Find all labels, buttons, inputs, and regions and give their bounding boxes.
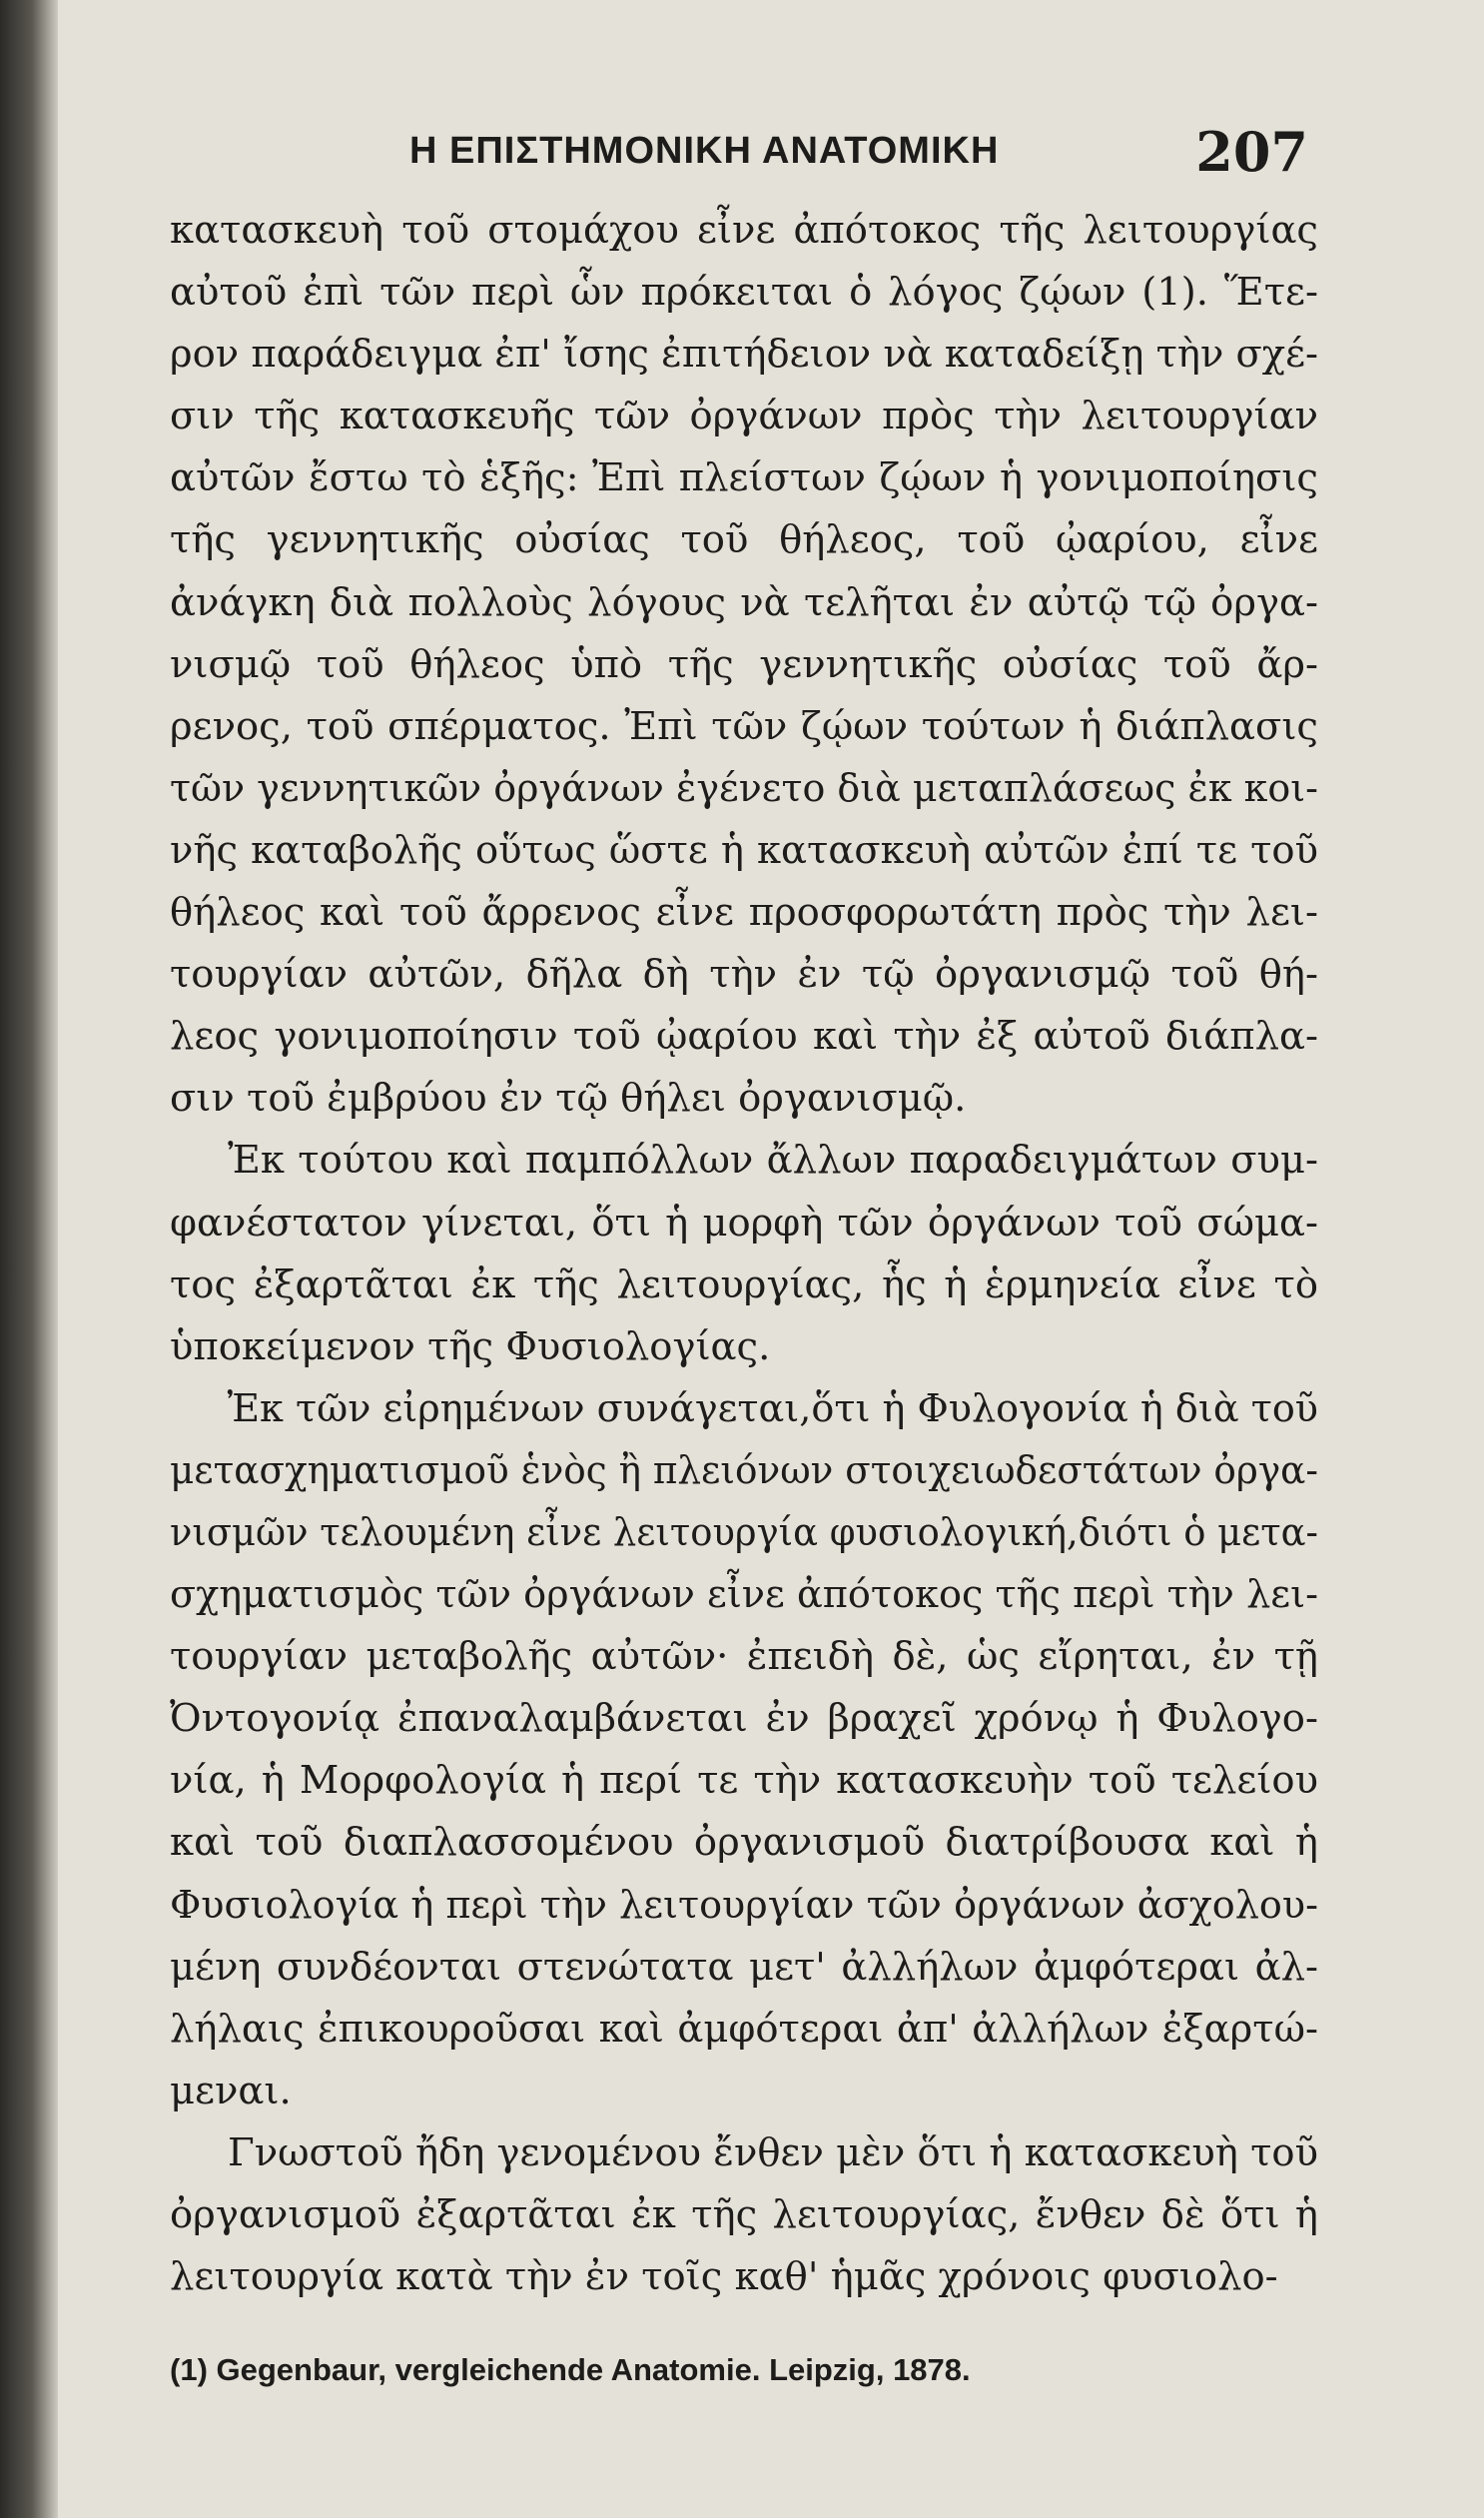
text-line: μένη συνδέονται στενώτατα μετ' ἀλλήλων ἀμφότεραι ἀλ- [170,1944,1318,1990]
text-line: ὀργανισμοῦ ἐξαρτᾶται ἐκ τῆς λειτουργίας, ἔνθεν δὲ ὅτι ἡ [170,2192,1318,2237]
text-line: ρενος, τοῦ σπέρματος. Ἐπὶ τῶν ζῴων τούτων ἡ διάπλασις [170,703,1318,749]
text-line: ἀνάγκη διὰ πολλοὺς λόγους νὰ τελῆται ἐν αὐτῷ τῷ ὀργα- [170,579,1318,625]
text-line: τουργίαν μεταβολῆς αὐτῶν· ἐπειδὴ δὲ, ὡς εἴρηται, ἐν τῇ [170,1634,1318,1680]
text-line: μεναι. [170,2068,292,2113]
binding-shadow [0,0,58,2518]
running-head [170,118,1308,188]
paragraph [170,1130,1318,1377]
text-line: κατασκευὴ τοῦ στομάχου εἶνε ἀπότοκος τῆς λειτουργίας [170,208,1318,253]
footnote: (1) Gegenbaur, vergleichende Anatomie. Leipzig, 1878. [170,2352,971,2387]
text-line: ρον παράδειγμα ἐπ' ἴσης ἐπιτήδειον νὰ καταδείξῃ τὴν σχέ- [170,332,1318,378]
paragraph [170,1378,1318,2122]
paragraph [170,200,1318,1130]
text-line: Ἐκ τῶν εἰρημένων συνάγεται,ὅτι ἡ Φυλογονία ἡ διὰ τοῦ [227,1385,1318,1431]
text-line: Γνωστοῦ ἤδη γενομένου ἔνθεν μὲν ὅτι ἡ κατασκευὴ τοῦ [228,2129,1318,2175]
text-line: ὑποκείμενον τῆς Φυσιολογίας. [170,1323,771,1369]
text-line: λειτουργία κατὰ τὴν ἐν τοῖς καθ' ἡμᾶς χρόνοις φυσιολο- [170,2254,1278,2300]
text-line: νῆς καταβολῆς οὕτως ὥστε ἡ κατασκευὴ αὐτῶν ἐπί τε τοῦ [170,827,1318,873]
text-line: σιν τῆς κατασκευῆς τῶν ὀργάνων πρὸς τὴν λειτουργίαν [170,394,1318,439]
text-line: τος ἐξαρτᾶται ἐκ τῆς λειτουργίας, ἧς ἡ ἑρμηνεία εἶνε τὸ [170,1261,1318,1307]
body-text [170,200,1318,2308]
text-line: νία, ἡ Μορφολογία ἡ περί τε τὴν κατασκευὴν τοῦ τελείου [170,1758,1318,1804]
text-line: Φυσιολογία ἡ περὶ τὴν λειτουργίαν τῶν ὀργάνων ἀσχολου- [170,1882,1318,1928]
running-title: Η ΕΠΙΣΤΗΜΟΝΙΚΗ ΑΝΑΤΟΜΙΚΗ [409,130,1000,172]
text-line: φανέστατον γίνεται, ὅτι ἡ μορφὴ τῶν ὀργάνων τοῦ σώμα- [170,1200,1318,1246]
text-line: λεος γονιμοποίησιν τοῦ ᾠαρίου καὶ τὴν ἐξ αὐτοῦ διάπλα- [170,1014,1318,1060]
paragraph [170,2122,1318,2308]
text-line: αὐτοῦ ἐπὶ τῶν περὶ ὧν πρόκειται ὁ λόγος ζῴων (1). Ἕτε- [170,270,1318,316]
page-number: 207 [1195,120,1308,184]
text-line: λήλαις ἐπικουροῦσαι καὶ ἀμφότεραι ἀπ' ἀλλήλων ἐξαρτώ- [170,2006,1318,2052]
text-line: Ἐκ τούτου καὶ παμπόλλων ἄλλων παραδειγμάτων συμ- [228,1138,1318,1184]
text-line: τῶν γεννητικῶν ὀργάνων ἐγένετο διὰ μεταπλάσεως ἐκ κοι- [170,765,1318,811]
text-line: νισμῷ τοῦ θήλεος ὑπὸ τῆς γεννητικῆς οὐσίας τοῦ ἄρ- [170,641,1318,687]
text-line: θήλεος καὶ τοῦ ἄρρενος εἶνε προσφορωτάτη πρὸς τὴν λει- [170,890,1318,936]
text-line: σχηματισμὸς τῶν ὀργάνων εἶνε ἀπότοκος τῆς περὶ τὴν λει- [170,1572,1318,1618]
text-line: Ὀντογονίᾳ ἐπαναλαμβάνεται ἐν βραχεῖ χρόνῳ ἡ Φυλογο- [170,1696,1318,1742]
text-line: αὐτῶν ἔστω τὸ ἑξῆς: Ἐπὶ πλείστων ζῴων ἡ γονιμοποίησις [170,455,1318,501]
text-line: τῆς γεννητικῆς οὐσίας τοῦ θήλεος, τοῦ ᾠαρίου, εἶνε [170,517,1318,563]
text-line: νισμῶν τελουμένη εἶνε λειτουργία φυσιολογική,διότι ὁ μετα- [170,1509,1318,1555]
text-line: τουργίαν αὐτῶν, δῆλα δὴ τὴν ἐν τῷ ὀργανισμῷ τοῦ θή- [170,952,1318,998]
text-line: σιν τοῦ ἐμβρύου ἐν τῷ θήλει ὀργανισμῷ. [170,1076,967,1122]
text-line: μετασχηματισμοῦ ἑνὸς ἢ πλειόνων στοιχειωδεστάτων ὀργα- [170,1447,1318,1493]
text-line: καὶ τοῦ διαπλασσομένου ὀργανισμοῦ διατρίβουσα καὶ ἡ [170,1820,1318,1866]
